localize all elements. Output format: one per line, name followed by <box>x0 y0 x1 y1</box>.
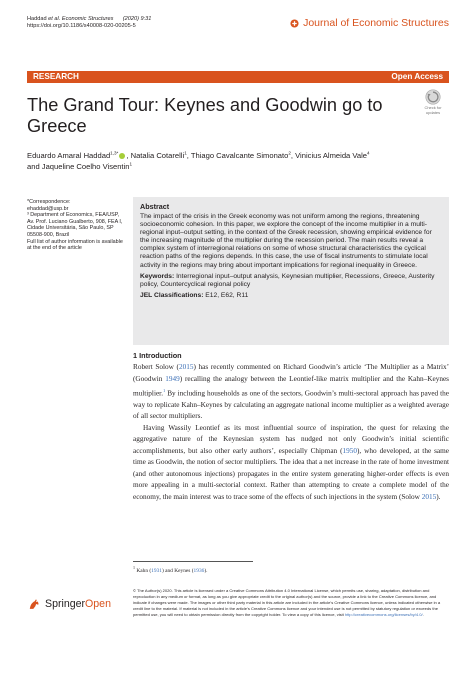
correspondence-email[interactable]: ehaddad@usp.br <box>27 205 69 212</box>
check-for-updates-badge[interactable]: Check for updates <box>419 89 447 115</box>
publisher-logo: SpringerOpen <box>27 597 111 611</box>
correspondence-block: *Correspondence: ehaddad@usp.br ³ Department of Economics, FEA/USP, Av. Prof. Luciano Gualberto, 908, FEA I, Cidade Universitária, São Paulo, SP 05508-900, Brazil Full list of author information is available at the end of the article <box>27 199 127 252</box>
jel-classifications: JEL Classifications: E12, E62, R11 <box>140 291 249 299</box>
license-text: © The Author(s) 2020. This article is licensed under a Creative Commons Attribution 4.0 International License, which permits use, sharing, adaptation, distribution and reproduction in any medium or format, as long as you give appropriate credit to the original author(s) and the source, provide a link to the Creative Commons licence, and indicate if changes were made. The images or other third party material in this article are included in the article’s Creative Commons licence, unless indicated otherwise in a credit line to the material. If material is not included in the article’s Creative Commons licence and your intended use is not permitted by statutory regulation or exceeds the permitted use, you will need to obtain permission directly from the copyright holder. To view a copy of this licence, visit http://creativecommons.org/licenses/by/4.0/. <box>133 588 441 617</box>
footnote: $^1$ Kahn (1931) and Keynes (1936). <box>133 565 208 574</box>
citation-link[interactable]: 1936 <box>193 567 205 574</box>
journal-emblem-icon <box>290 19 299 28</box>
abstract-text: The impact of the crisis in the Greek economy was not uniform among the regions, threatening socioeconomic cohesion. In this paper, we explore the concept of the income multiplier in a multi-regional input–output setting, in the context of the Greek recession, showing empirical evidence for the increasing magnitude of the multiplier during the recession period. The main results reveal a complex system of interregional relations on some of whose structural characteristics the cyclical reaction paths of the regions depends. In this case, the use of fiscal instruments to stimulate local activity in the regions may bring about important implications for regional inequality in Greece. <box>140 213 432 269</box>
journal-name: Journal of Economic Structures <box>303 17 449 29</box>
author-list: Eduardo Amaral Haddad$^{1,3*}$ , Natalia Cotarelli$^1$, Thiago Cavalcante Simonato$^2$, Vinicius Almeida Vale$^4$ and Jaqueline Coelho Visentin$^1$ <box>27 150 370 171</box>
license-link[interactable]: http://creativecommons.org/licenses/by/4.0/ <box>344 612 423 617</box>
running-header-citation: Haddad et al. Economic Structures (2020) 9:31 https://doi.org/10.1186/s40008-020-00205-5 <box>27 16 152 30</box>
footnote-ref[interactable]: 1 <box>163 388 166 393</box>
doi-link[interactable]: https://doi.org/10.1186/s40008-020-00205-5 <box>27 23 136 30</box>
keywords: Keywords: Interregional input–output analysis, Keynesian multiplier, Recessions, Greece, Austerity policy, Countercyclical regional policy <box>140 272 435 288</box>
article-type-bar <box>27 71 449 83</box>
article-title: The Grand Tour: Keynes and Goodwin go to Greece <box>27 95 383 136</box>
body-text <box>133 362 449 503</box>
paragraph: Having Wassily Leontief as its most influential source of inspiration, the quest for relaxing the aggregative nature of the Keynesian system has nudged not only Goodwin’s initial scientific accomplishments, but also other early authors’, especially Chipman (1950), who developed, at the same time as Goodwin, the notion of sector multipliers. The idea that a net increase in the rate of home investment (and other autonomous injections) propagates in the entire system generating higher-order effects is even more appealing in a multi-sectorial context. Rather than attempting to create a complete model of the economy, the main interest was to trace some of the effects of such injections in the system (Solow 2015). <box>133 423 449 501</box>
citation-link[interactable]: 2015 <box>178 363 194 371</box>
citation-link[interactable]: 2015 <box>421 492 437 501</box>
citation-link[interactable]: 1931 <box>151 567 162 574</box>
check-updates-icon <box>425 89 441 105</box>
abstract-heading: Abstract <box>140 202 170 211</box>
publisher-name: Springer <box>45 598 86 610</box>
section-heading: 1 Introduction <box>133 351 182 360</box>
paragraph: Robert Solow (2015) has recently commented on Richard Goodwin’s article ‘The Multiplier as a Matrix’ (Goodwin 1949) recalling the analogy between the Leontief-like matrix multiplier and the Kahn–Keynes multiplier.$^1$ By including households as one of the sectors, Goodwin’s multi-sectoral approach has paved the way to replicate Kahn–Keynes by calculating an aggregate national income multiplier as a weighted average of all sector multipliers. <box>133 363 449 421</box>
citation-link[interactable]: 1950 <box>342 446 358 455</box>
article-type-label: RESEARCH <box>33 72 79 81</box>
citation-link[interactable]: 1949 <box>165 374 180 383</box>
journal-logo <box>290 17 449 29</box>
springer-horse-icon <box>27 597 41 611</box>
orcid-icon[interactable] <box>119 153 125 159</box>
footnote-divider <box>133 561 253 562</box>
abstract-box <box>133 197 449 345</box>
open-access-label: Open Access <box>391 72 443 81</box>
